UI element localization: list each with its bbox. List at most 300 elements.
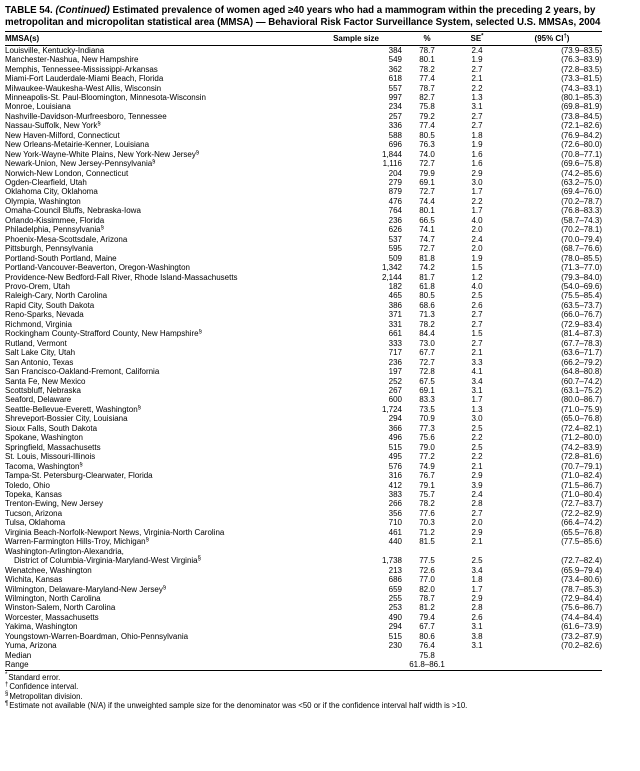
table-row: [5, 84, 602, 93]
percent-cell: 75.8: [419, 650, 435, 660]
ci-cell: (72.7–82.4): [561, 556, 602, 566]
percent-cell: 74.0: [419, 149, 435, 159]
ci-cell: (75.6–86.7): [561, 603, 602, 613]
sample-size-cell: 476: [388, 196, 402, 206]
sample-size-cell: 661: [388, 329, 402, 339]
table-row: [5, 358, 602, 367]
sample-size-cell: 696: [388, 140, 402, 150]
percent-cell: 67.7: [419, 622, 435, 632]
mmsa-cell: New York-Wayne-White Plains, New York-New Jersey§: [5, 149, 200, 159]
ci-cell: (72.9–84.4): [561, 593, 602, 603]
se-cell: 2.4: [471, 45, 483, 55]
sample-size-cell: 686: [388, 575, 402, 585]
ci-cell: (66.4–74.2): [561, 518, 602, 528]
percent-cell: 74.4: [419, 196, 435, 206]
percent-cell: 72.6: [419, 565, 435, 575]
se-cell: 2.7: [471, 111, 483, 121]
mmsa-cell: Santa Fe, New Mexico: [5, 376, 86, 386]
ci-cell: (73.9–83.5): [561, 45, 602, 55]
sample-size-cell: 371: [388, 310, 402, 320]
mmsa-cell: Tacoma, Washington§: [5, 461, 83, 471]
col-header-se: SE*: [452, 32, 502, 46]
table-row: [5, 244, 602, 253]
table-row: [5, 386, 602, 395]
table-row: [5, 216, 602, 225]
sample-size-cell: 234: [388, 102, 402, 112]
ci-cell: (74.4–84.4): [561, 612, 602, 622]
mmsa-cell: Winston-Salem, North Carolina: [5, 603, 116, 613]
se-cell: 3.0: [471, 178, 483, 188]
mmsa-cell: Springfield, Massachusetts: [5, 442, 101, 452]
ci-cell: (73.2–87.9): [561, 631, 602, 641]
ci-cell: (81.4–87.3): [561, 329, 602, 339]
mmsa-cell: San Antonio, Texas: [5, 357, 74, 367]
ci-cell: (72.1–82.6): [561, 121, 602, 131]
se-cell: 2.7: [471, 64, 483, 74]
sample-size-cell: 294: [388, 622, 402, 632]
percent-cell: 69.1: [419, 386, 435, 395]
mmsa-cell: Nashville-Davidson-Murfreesboro, Tennessee: [5, 111, 167, 121]
ci-cell: (72.9–83.4): [561, 319, 602, 329]
table-row: [5, 178, 602, 187]
ci-cell: (70.7–79.1): [561, 461, 602, 471]
table-row: [5, 490, 602, 499]
percent-cell: 78.7: [419, 83, 435, 93]
mmsa-cell: Median: [5, 650, 32, 660]
mmsa-cell: Tucson, Arizona: [5, 508, 63, 518]
se-cell: 2.6: [471, 300, 483, 310]
percent-cell: 84.4: [419, 329, 435, 339]
percent-cell: 78.2: [419, 319, 435, 329]
percent-cell: 77.2: [419, 452, 435, 462]
mmsa-cell: Wenatchee, Washington: [5, 565, 92, 575]
footnote-metropolitan-division: §Metropolitan division.: [5, 691, 83, 701]
ci-cell: (74.2–85.6): [561, 168, 602, 178]
ci-cell: (78.0–85.5): [561, 253, 602, 263]
se-cell: 1.5: [471, 263, 483, 273]
sample-size-cell: [310, 660, 402, 670]
sample-size-cell: 537: [388, 234, 402, 244]
percent-cell: 79.9: [419, 168, 435, 178]
table-row: [5, 594, 602, 603]
table-row: [5, 65, 602, 74]
sample-size-cell: 465: [388, 291, 402, 301]
sample-size-cell: 197: [388, 367, 402, 377]
se-cell: 2.2: [471, 83, 483, 93]
mmsa-cell: Virginia Beach-Norfolk-Newport News, Virginia-North Carolina: [5, 527, 225, 537]
sample-size-cell: 659: [388, 584, 402, 594]
table-row: [5, 471, 602, 480]
mmsa-cell: Nassau-Suffolk, New York§: [5, 121, 101, 131]
sample-size-cell: 1,116: [382, 159, 402, 169]
ci-cell: (73.8–84.5): [561, 111, 602, 121]
mmsa-cell: Manchester-Nashua, New Hampshire: [5, 55, 139, 65]
se-cell: 1.7: [471, 206, 483, 216]
se-cell: 2.7: [471, 121, 483, 131]
ci-cell: (71.2–80.0): [561, 433, 602, 443]
mmsa-cell: Yuma, Arizona: [5, 641, 57, 651]
percent-cell: 74.9: [419, 461, 435, 471]
se-cell: 1.7: [471, 395, 483, 405]
ci-cell: (66.0–76.7): [561, 310, 602, 320]
ci-cell: (72.8–83.5): [561, 64, 602, 74]
percent-cell: 83.3: [419, 395, 435, 405]
ci-cell: (74.2–83.9): [561, 442, 602, 452]
ci-cell: (72.4–82.1): [561, 423, 602, 433]
percent-cell: 72.7: [419, 244, 435, 254]
percent-cell: 70.9: [419, 414, 435, 424]
mmsa-cell: Tulsa, Oklahoma: [5, 518, 66, 528]
se-cell: 3.3: [471, 357, 483, 367]
ci-cell: (74.3–83.1): [561, 83, 602, 93]
sample-size-cell: 331: [388, 319, 402, 329]
sample-size-cell: 440: [388, 537, 402, 547]
percent-cell: 80.1: [419, 206, 435, 216]
sample-size-cell: 255: [388, 593, 402, 603]
col-header-sample-size: Sample size: [310, 32, 402, 46]
sample-size-cell: 267: [388, 386, 402, 395]
ci-cell: (70.2–82.6): [561, 641, 602, 651]
se-cell: 4.0: [471, 282, 483, 292]
mmsa-cell: Portland-Vancouver-Beaverton, Oregon-Washington: [5, 263, 190, 273]
percent-cell: 76.7: [419, 471, 435, 481]
mmsa-cell: St. Louis, Missouri-Illinois: [5, 452, 96, 462]
sample-size-cell: 336: [388, 121, 402, 131]
ci-cell: (64.8–80.8): [561, 367, 602, 377]
sample-size-cell: 213: [388, 565, 402, 575]
table-row: [5, 367, 602, 376]
table-row: [5, 547, 602, 566]
se-cell: 3.9: [471, 480, 483, 490]
col-header-ci: (95% CI†): [502, 32, 602, 46]
table-row: [5, 112, 602, 121]
percent-cell: 81.2: [419, 603, 435, 613]
mmsa-cell: Memphis, Tennessee-Mississippi-Arkansas: [5, 64, 158, 74]
sample-size-cell: 549: [388, 55, 402, 65]
mmsa-cell: Richmond, Virginia: [5, 319, 72, 329]
se-cell: 2.2: [471, 452, 483, 462]
table-row: [5, 187, 602, 196]
se-cell: 2.0: [471, 225, 483, 235]
table-body: [5, 45, 602, 670]
sample-size-cell: 576: [388, 461, 402, 471]
sample-size-cell: 879: [388, 187, 402, 197]
table-continued-label: (Continued): [55, 5, 110, 16]
percent-cell: 75.6: [419, 433, 435, 443]
table-number: TABLE 54.: [5, 5, 53, 16]
table-row: [5, 585, 602, 594]
se-cell: 3.1: [471, 386, 483, 395]
sample-size-cell: 366: [388, 423, 402, 433]
sample-size-cell: 1,844: [381, 149, 402, 159]
table-row: [5, 433, 602, 442]
sample-size-cell: 588: [388, 130, 402, 140]
se-cell: 1.8: [471, 575, 483, 585]
mmsa-cell: Wichita, Kansas: [5, 575, 63, 585]
se-cell: 3.1: [471, 102, 483, 112]
table-row: [5, 329, 602, 338]
percent-cell: 80.5: [419, 130, 435, 140]
se-cell: 2.1: [471, 74, 483, 84]
table-row: [5, 348, 602, 357]
se-cell: 2.1: [471, 348, 483, 358]
mmsa-cell: Yakima, Washington: [5, 622, 78, 632]
footnote-estimate-not-available: ¶Estimate not available (N/A) if the unweighted sample size for the denominator was <50 or if the confidence interval half width is >10.: [5, 700, 468, 711]
percent-cell: 80.1: [419, 55, 435, 65]
ci-cell: (70.0–79.4): [561, 234, 602, 244]
percent-cell: 71.2: [419, 527, 435, 537]
sample-size-cell: 253: [388, 603, 402, 613]
se-cell: 2.2: [471, 433, 483, 443]
mmsa-cell: Provo-Orem, Utah: [5, 282, 70, 292]
mmsa-cell: Olympia, Washington: [5, 196, 81, 206]
table-row: [5, 140, 602, 149]
sample-size-cell: 515: [388, 442, 402, 452]
footnotes: [5, 673, 634, 711]
col-header-mmsa: MMSA(s): [5, 32, 310, 46]
ci-cell: (71.0–75.9): [561, 404, 602, 414]
mmsa-cell: Scottsbluff, Nebraska: [5, 386, 81, 395]
ci-cell: (69.4–76.0): [561, 187, 602, 197]
se-cell: [452, 651, 502, 660]
table-row: [5, 159, 602, 168]
sample-size-cell: 595: [388, 244, 402, 254]
table-row: [5, 225, 602, 234]
sample-size-cell: 383: [388, 489, 402, 499]
ci-cell: (60.7–74.2): [561, 376, 602, 386]
ci-cell: (63.6–71.7): [561, 348, 602, 358]
percent-cell: 75.8: [419, 102, 435, 112]
se-cell: 2.8: [471, 499, 483, 509]
percent-cell: 73.5: [419, 404, 435, 414]
ci-cell: (69.8–81.9): [561, 102, 602, 112]
mmsa-cell: Orlando-Kissimmee, Florida: [5, 215, 105, 225]
table-row: [5, 528, 602, 537]
table-row: [5, 206, 602, 215]
percent-cell: 69.1: [419, 178, 435, 188]
header-row: [5, 32, 602, 46]
ci-cell: (63.5–73.7): [561, 300, 602, 310]
table-row: [5, 414, 602, 423]
percent-cell: 73.0: [419, 338, 435, 348]
table-row: [5, 622, 602, 631]
percent-cell: 71.3: [419, 310, 435, 320]
percent-cell: 80.6: [419, 631, 435, 641]
sample-size-cell: 997: [388, 92, 402, 102]
ci-cell: (67.7–78.3): [561, 338, 602, 348]
se-cell: 2.5: [471, 423, 483, 433]
percent-cell: 77.3: [419, 423, 435, 433]
percent-cell: 75.7: [419, 489, 435, 499]
percent-cell: 77.4: [419, 121, 435, 131]
ci-cell: (72.2–82.9): [561, 508, 602, 518]
se-cell: 2.7: [471, 310, 483, 320]
sample-size-cell: 461: [388, 527, 402, 537]
percent-cell: 78.2: [419, 499, 435, 509]
ci-cell: [502, 651, 602, 660]
mmsa-cell: Washington-Arlington-Alexandria, District of Columbia-Virginia-Maryland-West Virginia§: [5, 546, 201, 566]
ci-cell: (54.0–69.6): [561, 282, 602, 292]
percent-cell: 67.7: [419, 348, 435, 358]
table-row: [5, 603, 602, 612]
mmsa-cell: Miami-Fort Lauderdale-Miami Beach, Florida: [5, 74, 164, 84]
percent-cell: 79.0: [419, 442, 435, 452]
table-row: [5, 273, 602, 282]
se-cell: 1.7: [471, 187, 483, 197]
mmsa-cell: Pittsburgh, Pennsylvania: [5, 244, 94, 254]
table-title: [5, 5, 633, 28]
se-cell: 2.7: [471, 338, 483, 348]
mmsa-cell: Toledo, Ohio: [5, 480, 50, 490]
mmsa-cell: Norwich-New London, Connecticut: [5, 168, 129, 178]
mmsa-cell: Sioux Falls, South Dakota: [5, 423, 98, 433]
ci-cell: (63.2–75.0): [561, 178, 602, 188]
ci-cell: (76.3–83.9): [561, 55, 602, 65]
sample-size-cell: 316: [388, 471, 402, 481]
table-row: [5, 499, 602, 508]
ci-cell: (77.5–85.6): [561, 537, 602, 547]
sample-size-cell: 236: [388, 357, 402, 367]
sample-size-cell: 266: [388, 499, 402, 509]
table-row: [5, 320, 602, 329]
table-row: [5, 263, 602, 272]
sample-size-cell: 626: [388, 225, 402, 235]
percent-cell: 77.0: [419, 575, 435, 585]
percent-cell: 81.5: [419, 537, 435, 547]
table-row: [5, 537, 602, 546]
se-cell: 3.4: [471, 376, 483, 386]
table-row: [5, 150, 602, 159]
mmsa-cell: Trenton-Ewing, New Jersey: [5, 499, 103, 509]
percent-cell: 78.7: [419, 593, 435, 603]
sample-size-cell: 333: [388, 338, 402, 348]
mmsa-cell: New Haven-Milford, Connecticut: [5, 130, 120, 140]
mmsa-cell: Reno-Sparks, Nevada: [5, 310, 84, 320]
percent-cell: 80.5: [419, 291, 435, 301]
sample-size-cell: 279: [388, 178, 402, 188]
table-row: [5, 55, 602, 64]
mmsa-cell: Seattle-Bellevue-Everett, Washington§: [5, 404, 142, 414]
percent-cell: 74.7: [419, 234, 435, 244]
ci-cell: (73.3–81.5): [561, 74, 602, 84]
se-cell: 1.7: [471, 584, 483, 594]
sample-size-cell: 490: [388, 612, 402, 622]
se-cell: 2.9: [471, 593, 483, 603]
ci-cell: (75.5–85.4): [561, 291, 602, 301]
se-cell: 4.0: [471, 215, 483, 225]
se-cell: 2.5: [471, 442, 483, 452]
sample-size-cell: 1,724: [381, 404, 402, 414]
sample-size-cell: 230: [388, 641, 402, 651]
sample-size-cell: 384: [388, 45, 402, 55]
se-cell: 2.9: [471, 168, 483, 178]
se-cell: 2.7: [471, 319, 483, 329]
table-row: [5, 395, 602, 404]
table-row: [5, 509, 602, 518]
table-row: [5, 632, 602, 641]
percent-cell: 61.8: [419, 282, 435, 292]
mmsa-cell: Topeka, Kansas: [5, 489, 62, 499]
mmsa-cell: Ogden-Clearfield, Utah: [5, 178, 87, 188]
mmsa-cell: Rapid City, South Dakota: [5, 300, 95, 310]
mmsa-cell: Monroe, Louisiana: [5, 102, 71, 112]
se-cell: 1.9: [471, 140, 483, 150]
table-row: [5, 282, 602, 291]
se-cell: 1.9: [471, 55, 483, 65]
se-cell: 2.0: [471, 244, 483, 254]
sample-size-cell: 618: [388, 74, 402, 84]
table-row: [5, 641, 602, 650]
table-row: [5, 613, 602, 622]
se-cell: 1.6: [471, 149, 483, 159]
ci-cell: [502, 660, 602, 670]
table-row: [5, 566, 602, 575]
table-row: [5, 424, 602, 433]
table-row: [5, 575, 602, 584]
mmsa-cell: Wilmington, Delaware-Maryland-New Jersey§: [5, 584, 167, 594]
se-cell: 3.4: [471, 565, 483, 575]
mmsa-cell: Spokane, Washington: [5, 433, 83, 443]
se-cell: 1.3: [471, 92, 483, 102]
table-row: [5, 197, 602, 206]
se-cell: 3.0: [471, 414, 483, 424]
ci-cell: (58.7–74.3): [561, 215, 602, 225]
mmsa-cell: Omaha-Council Bluffs, Nebraska-Iowa: [5, 206, 141, 216]
mmsa-cell: Salt Lake City, Utah: [5, 348, 76, 358]
sample-size-cell: 764: [388, 206, 402, 216]
se-cell: 1.3: [471, 404, 483, 414]
percent-cell: 72.7: [419, 187, 435, 197]
ci-cell: (76.8–83.3): [561, 206, 602, 216]
percent-cell: 76.3: [419, 140, 435, 150]
mmsa-cell: Louisville, Kentucky-Indiana: [5, 45, 105, 55]
ci-cell: (72.7–83.7): [561, 499, 602, 509]
ci-cell: (65.0–76.8): [561, 414, 602, 424]
sample-size-cell: 257: [388, 111, 402, 121]
percent-cell: 77.5: [419, 556, 435, 566]
se-cell: 1.9: [471, 253, 483, 263]
table-row: [5, 102, 602, 111]
table-row: [5, 310, 602, 319]
se-cell: 2.1: [471, 461, 483, 471]
se-cell: 2.5: [471, 556, 483, 566]
mmsa-cell: Warren-Farmington Hills-Troy, Michigan§: [5, 537, 149, 547]
mmsa-cell: Shreveport-Bossier City, Louisiana: [5, 414, 128, 424]
sample-size-cell: 252: [388, 376, 402, 386]
ci-cell: (80.1–85.3): [561, 92, 602, 102]
table-row: [5, 169, 602, 178]
sample-size-cell: 386: [388, 300, 402, 310]
mmsa-cell: Rockingham County-Strafford County, New Hampshire§: [5, 329, 202, 339]
ci-cell: (79.3–84.0): [561, 272, 602, 282]
sample-size-cell: 1,342: [381, 263, 402, 273]
percent-cell: 68.6: [419, 300, 435, 310]
percent-cell: 81.7: [419, 272, 435, 282]
table-row: [5, 131, 602, 140]
table-row: [5, 462, 602, 471]
percent-cell: 74.2: [419, 263, 435, 273]
percent-cell: 78.7: [419, 45, 435, 55]
footnote-confidence-interval: †Confidence interval.: [5, 681, 79, 692]
mmsa-cell: Range: [5, 660, 29, 670]
prevalence-table: [5, 31, 602, 670]
ci-cell: (70.2–78.1): [561, 225, 602, 235]
ci-cell: (70.2–78.7): [561, 196, 602, 206]
sample-size-cell: 515: [388, 631, 402, 641]
mmsa-cell: San Francisco-Oakland-Fremont, California: [5, 367, 160, 377]
se-cell: 1.6: [471, 159, 483, 169]
table-row: [5, 405, 602, 414]
